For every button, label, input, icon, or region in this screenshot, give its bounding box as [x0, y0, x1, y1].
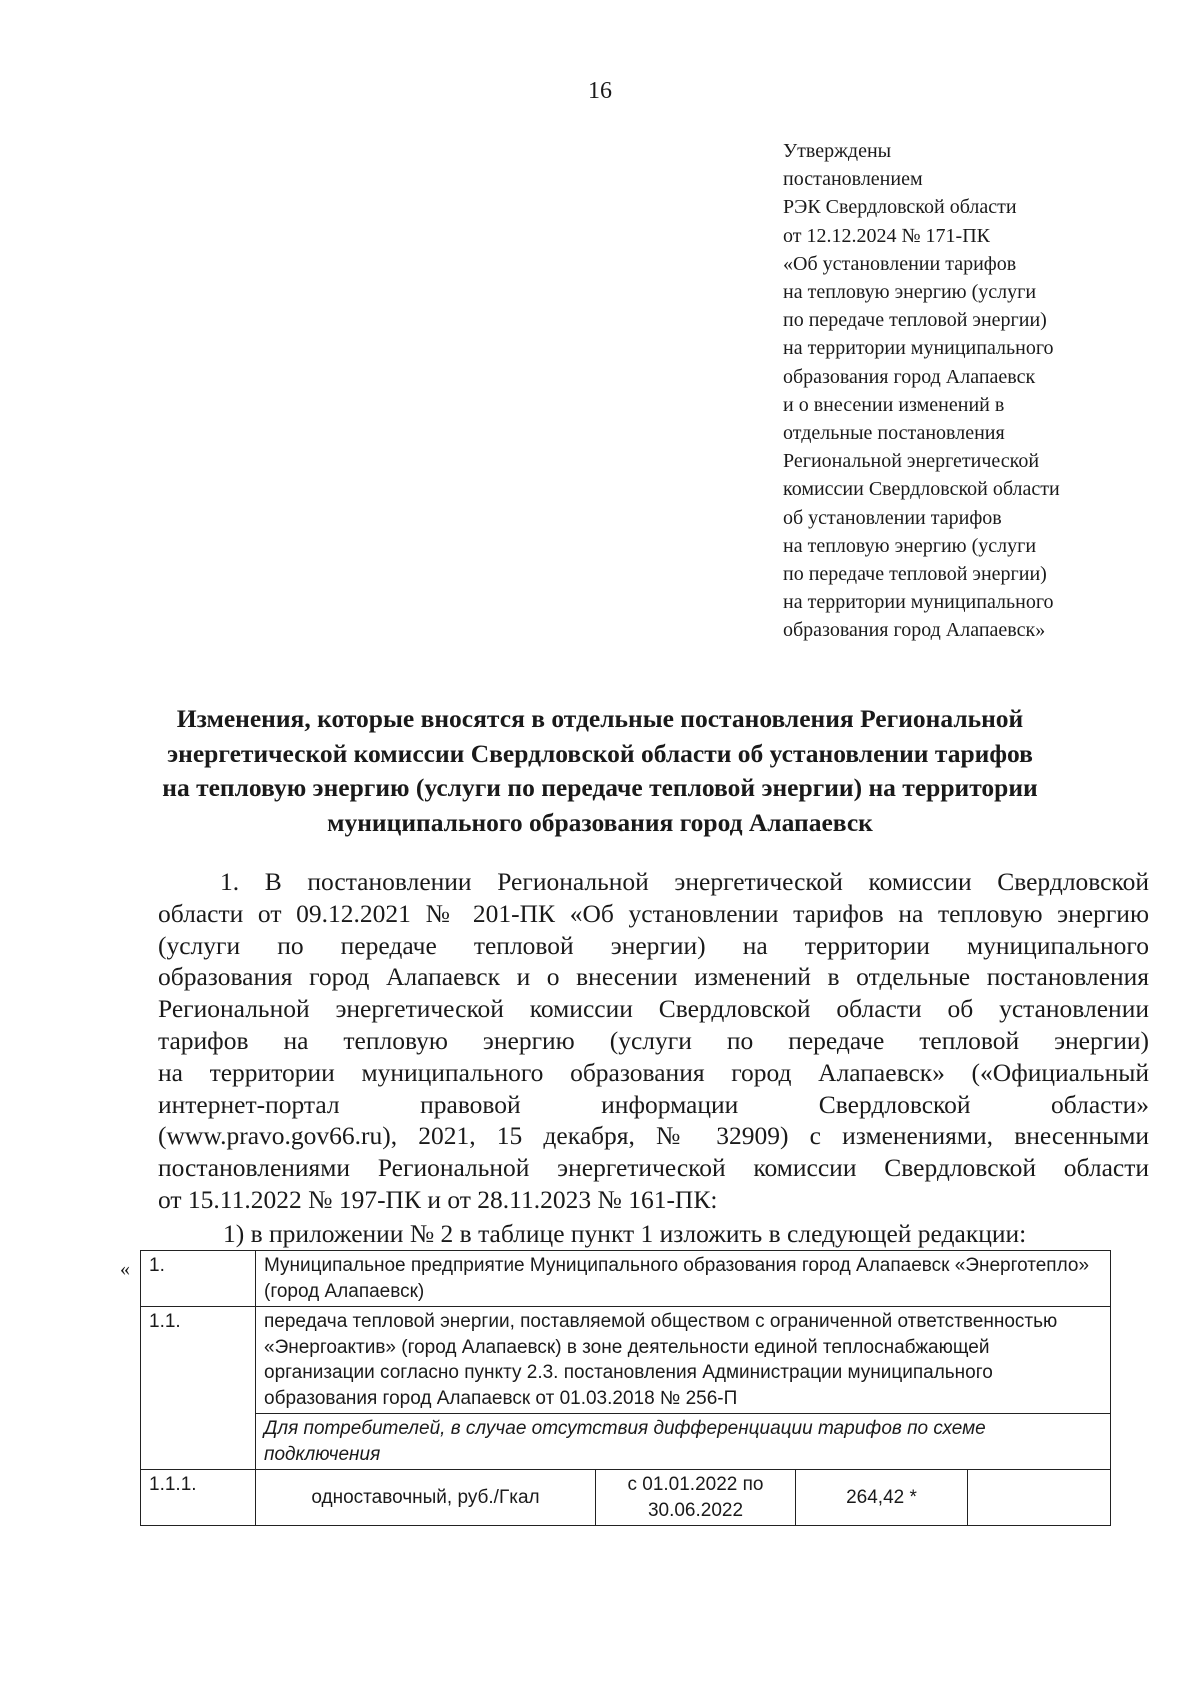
- approval-line: отдельные постановления: [783, 422, 1005, 445]
- service-description-cell: передача тепловой энергии, поставляемой обществом с ограниченной ответственностью «Энергоактив» (город Алапаевск) в зоне деятельности единой теплоснабжающей организации согласно пункту 2.3. постановления Администрации муниципального образования город Алапаевск от 01.03.2018 № 256-П: [256, 1307, 1111, 1414]
- body-line: на территории муниципального образования город Алапаевск» («Официальный: [158, 1057, 1149, 1087]
- row-number: 1.1.: [141, 1307, 256, 1470]
- body-line: образования город Алапаевск и о внесении изменений в отдельные постановления: [158, 962, 1149, 992]
- document-title: [150, 702, 1050, 840]
- approval-line: на тепловую энергию (услуги: [783, 281, 1037, 304]
- approval-line: по передаче тепловой энергии): [783, 309, 1047, 332]
- body-line: области от 09.12.2021 № 201-ПК «Об установлении тарифов на тепловую энергию: [158, 898, 1149, 928]
- body-paragraph: [158, 866, 1149, 1216]
- row-number: 1.1.1.: [141, 1470, 256, 1526]
- period-cell: с 01.01.2022 по 30.06.2022: [596, 1470, 796, 1526]
- body-line: постановлениями Региональной энергетической комиссии Свердловской области: [158, 1153, 1149, 1183]
- title-line: на тепловую энергию (услуги по передаче тепловой энергии) на территории: [162, 773, 1038, 802]
- page-number: 16: [588, 78, 612, 104]
- body-line: 1. В постановлении Региональной энергетической комиссии Свердловской: [220, 867, 1149, 896]
- body-line: от 15.11.2022 № 197-ПК и от 28.11.2023 № 161-ПК:: [158, 1184, 718, 1214]
- approval-line: от 12.12.2024 № 171-ПК: [783, 224, 991, 247]
- approval-line: образования город Алапаевск»: [783, 619, 1046, 642]
- body-line: Региональной энергетической комиссии Свердловской области об установлении: [158, 994, 1149, 1024]
- tariff-type-cell: одноставочный, руб./Гкал: [256, 1470, 596, 1526]
- opening-quote-mark: «: [120, 1258, 130, 1280]
- body-line: (www.pravo.gov66.ru), 2021, 15 декабря, № 32909) с изменениями, внесенными: [158, 1121, 1149, 1151]
- table-row: [141, 1470, 1111, 1526]
- approval-line: «Об установлении тарифов: [783, 252, 1017, 275]
- approval-line: комиссии Свердловской области: [783, 478, 1060, 501]
- tariff-table: [140, 1250, 1111, 1526]
- item-instruction: 1) в приложении № 2 в таблице пункт 1 изложить в следующей редакции:: [223, 1219, 1027, 1248]
- consumer-group-cell: Для потребителей, в случае отсутствия дифференциации тарифов по схеме подключения: [256, 1414, 1111, 1470]
- approval-line: на тепловую энергию (услуги: [783, 534, 1037, 557]
- approval-line: образования город Алапаевск: [783, 365, 1036, 388]
- organization-cell: Муниципальное предприятие Муниципального образования город Алапаевск «Энерготепло» (город Алапаевск): [256, 1251, 1111, 1307]
- title-line: энергетической комиссии Свердловской области об установлении тарифов: [167, 738, 1033, 768]
- body-line: (услуги по передаче тепловой энергии) на территории муниципального: [158, 930, 1149, 960]
- table-row: [141, 1307, 1111, 1414]
- title-line: муниципального образования город Алапаевск: [327, 807, 873, 837]
- approval-block: [783, 137, 1183, 645]
- approval-line: Утверждены: [783, 140, 892, 162]
- body-line: интернет-портал правовой информации Свердловской области»: [158, 1089, 1149, 1119]
- row-number: 1.: [141, 1251, 256, 1307]
- approval-line: по передаче тепловой энергии): [783, 563, 1047, 586]
- approval-line: РЭК Свердловской области: [783, 196, 1017, 219]
- tariff-value-cell: 264,42 *: [796, 1470, 968, 1526]
- approval-line: Региональной энергетической: [783, 450, 1040, 473]
- empty-cell: [968, 1470, 1111, 1526]
- approval-line: на территории муниципального: [783, 337, 1054, 360]
- approval-line: об установлении тарифов: [783, 506, 1002, 529]
- approval-line: на территории муниципального: [783, 591, 1054, 614]
- body-line: тарифов на тепловую энергию (услуги по передаче тепловой энергии): [158, 1025, 1149, 1055]
- table-row: [141, 1251, 1111, 1307]
- approval-line: и о внесении изменений в: [783, 393, 1005, 416]
- title-line: Изменения, которые вносятся в отдельные постановления Региональной: [176, 704, 1024, 733]
- approval-line: постановлением: [783, 168, 923, 191]
- table-row: [141, 1414, 1111, 1470]
